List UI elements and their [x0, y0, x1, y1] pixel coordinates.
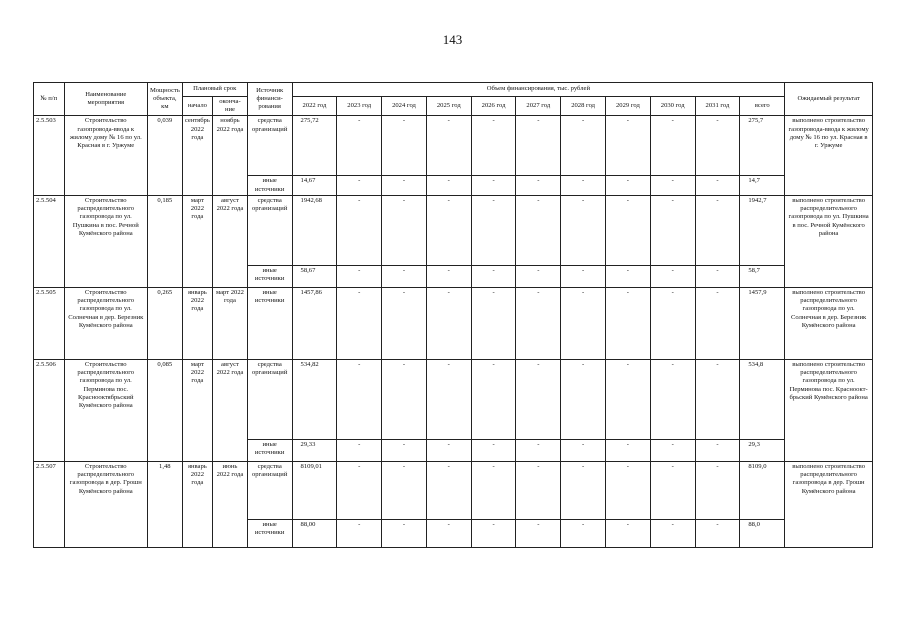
value-dash: -: [650, 519, 695, 547]
value-dash: -: [426, 519, 471, 547]
value-dash: -: [695, 265, 740, 287]
value-dash: -: [561, 116, 606, 176]
value-dash: -: [606, 439, 651, 461]
value-dash: -: [650, 359, 695, 439]
table-header: [34, 83, 873, 116]
header-name: Наименование мероприятия: [64, 83, 147, 116]
value-dash: -: [382, 359, 427, 439]
value-dash: -: [695, 195, 740, 265]
value-dash: -: [426, 461, 471, 519]
value-dash: -: [382, 461, 427, 519]
value-dash: -: [471, 176, 516, 195]
value-dash: -: [426, 265, 471, 287]
value-dash: -: [337, 287, 382, 359]
row-result: выполнено строительство распределительного газопровода в дер. Грошн Кумёнского района: [785, 461, 873, 547]
row-end: август 2022 года: [213, 359, 248, 461]
row-source: средства организаций: [247, 461, 292, 519]
table-row: [34, 461, 873, 519]
value-dash: -: [426, 176, 471, 195]
row-capacity: 1,48: [148, 461, 183, 547]
value-dash: -: [471, 461, 516, 519]
value-dash: -: [426, 195, 471, 265]
header-year: 2031 год: [695, 97, 740, 116]
value-dash: -: [650, 116, 695, 176]
header-year: 2023 год: [337, 97, 382, 116]
header-year: 2024 год: [382, 97, 427, 116]
header-term: Плановый срок: [182, 83, 247, 97]
header-source: Источник финанси-рования: [247, 83, 292, 116]
value-dash: -: [471, 195, 516, 265]
value-dash: -: [382, 265, 427, 287]
row-start: март 2022 года: [182, 359, 213, 461]
row-name: Строительство распределительного газопровода по ул. Солнечная в дер. Березник Кумёнского района: [64, 287, 147, 359]
value-dash: -: [337, 116, 382, 176]
row-capacity: 0,085: [148, 359, 183, 461]
value-dash: -: [695, 287, 740, 359]
table-row: [34, 116, 873, 176]
value-dash: -: [426, 439, 471, 461]
row-capacity: 0,265: [148, 287, 183, 359]
value-dash: -: [516, 195, 561, 265]
value-dash: -: [650, 176, 695, 195]
value-dash: -: [382, 287, 427, 359]
value-dash: -: [337, 176, 382, 195]
row-source: иные источники: [247, 287, 292, 359]
header-year: 2025 год: [426, 97, 471, 116]
header-year: 2030 год: [650, 97, 695, 116]
value-dash: -: [337, 461, 382, 519]
value-dash: -: [695, 519, 740, 547]
value-dash: -: [426, 287, 471, 359]
row-number: 2.5.503: [34, 116, 65, 195]
table-row: [34, 359, 873, 439]
row-name: Строительство распределительного газопровода по ул. Перминова пос. Краснооктябрьский Кумёнского района: [64, 359, 147, 461]
value-dash: -: [561, 195, 606, 265]
value-2022: 8109,01: [292, 461, 337, 519]
value-dash: -: [426, 359, 471, 439]
value-dash: -: [337, 265, 382, 287]
header-total: всего: [740, 97, 785, 116]
value-total: 534,8: [740, 359, 785, 439]
value-dash: -: [337, 519, 382, 547]
row-number: 2.5.504: [34, 195, 65, 287]
header-year: 2026 год: [471, 97, 516, 116]
header-term-end: оконча-ние: [213, 97, 248, 116]
value-dash: -: [337, 439, 382, 461]
row-name: Строительство распределительного газопровода в дер. Грошн Кумёнского района: [64, 461, 147, 547]
value-dash: -: [516, 265, 561, 287]
value-dash: -: [606, 359, 651, 439]
value-dash: -: [382, 519, 427, 547]
row-capacity: 0,039: [148, 116, 183, 195]
value-dash: -: [516, 359, 561, 439]
value-dash: -: [650, 439, 695, 461]
table-row: [34, 195, 873, 265]
value-dash: -: [471, 439, 516, 461]
header-capacity: Мощность объекта, км: [148, 83, 183, 116]
value-dash: -: [561, 359, 606, 439]
value-2022: 1457,86: [292, 287, 337, 359]
page-number: 143: [442, 32, 463, 47]
value-total: 88,0: [740, 519, 785, 547]
value-dash: -: [382, 176, 427, 195]
value-total: 275,7: [740, 116, 785, 176]
row-end: август 2022 года: [213, 195, 248, 287]
row-end: март 2022 года: [213, 287, 248, 359]
header-year: 2029 год: [606, 97, 651, 116]
value-dash: -: [471, 116, 516, 176]
value-2022: 14,67: [292, 176, 337, 195]
value-dash: -: [471, 287, 516, 359]
value-2022: 88,00: [292, 519, 337, 547]
value-dash: -: [561, 176, 606, 195]
row-number: 2.5.505: [34, 287, 65, 359]
row-result: выполнено строительство распределительного газопровода по ул. Солнечная в дер. Березник Кумёнского района: [785, 287, 873, 359]
value-dash: -: [471, 265, 516, 287]
value-dash: -: [561, 287, 606, 359]
row-source: иные источники: [247, 265, 292, 287]
header-result: Ожидаемый результат: [785, 83, 873, 116]
row-name: Строительство газопровода-ввода к жилому дому № 16 по ул. Красная в г. Уржуме: [64, 116, 147, 195]
value-dash: -: [516, 439, 561, 461]
row-source: средства организаций: [247, 116, 292, 176]
value-dash: -: [695, 359, 740, 439]
value-dash: -: [606, 176, 651, 195]
row-result: выполнено строительство распределительного газопровода по ул. Перминова пос. Красноокт-брьский Кумёнского района: [785, 359, 873, 461]
header-num: № п/п: [34, 83, 65, 116]
value-2022: 275,72: [292, 116, 337, 176]
value-dash: -: [382, 195, 427, 265]
value-dash: -: [606, 519, 651, 547]
row-source: средства организаций: [247, 359, 292, 439]
header-year: 2028 год: [561, 97, 606, 116]
value-dash: -: [695, 116, 740, 176]
value-dash: -: [516, 461, 561, 519]
value-dash: -: [426, 116, 471, 176]
row-start: март 2022 года: [182, 195, 213, 287]
value-dash: -: [471, 359, 516, 439]
value-dash: -: [516, 519, 561, 547]
value-total: 1457,9: [740, 287, 785, 359]
value-total: 8109,0: [740, 461, 785, 519]
value-dash: -: [606, 116, 651, 176]
header-year: 2027 год: [516, 97, 561, 116]
value-dash: -: [561, 439, 606, 461]
value-dash: -: [561, 519, 606, 547]
value-dash: -: [516, 176, 561, 195]
value-dash: -: [516, 116, 561, 176]
row-name: Строительство распределительного газопровода по ул. Пушкина в пос. Речной Кумёнского района: [64, 195, 147, 287]
value-dash: -: [650, 265, 695, 287]
row-end: июнь 2022 года: [213, 461, 248, 547]
row-start: январь 2022 года: [182, 287, 213, 359]
value-dash: -: [650, 461, 695, 519]
header-term-start: начало: [182, 97, 213, 116]
value-2022: 534,82: [292, 359, 337, 439]
value-2022: 29,33: [292, 439, 337, 461]
value-dash: -: [650, 195, 695, 265]
row-result: выполнено строительство газопровода-ввода к жилому дому № 16 по ул. Красная в г. Уржуме: [785, 116, 873, 195]
row-source: иные источники: [247, 519, 292, 547]
row-number: 2.5.507: [34, 461, 65, 547]
value-dash: -: [650, 287, 695, 359]
value-dash: -: [606, 461, 651, 519]
value-total: 14,7: [740, 176, 785, 195]
value-dash: -: [561, 265, 606, 287]
value-2022: 1942,68: [292, 195, 337, 265]
value-total: 58,7: [740, 265, 785, 287]
value-total: 1942,7: [740, 195, 785, 265]
value-total: 29,3: [740, 439, 785, 461]
value-dash: -: [516, 287, 561, 359]
value-dash: -: [337, 359, 382, 439]
value-dash: -: [606, 287, 651, 359]
value-dash: -: [382, 116, 427, 176]
row-result: выполнено строительство распределительного газопровода по ул. Пушкина в пос. Речной Кумёнского района: [785, 195, 873, 287]
value-dash: -: [695, 176, 740, 195]
table-body: [34, 116, 873, 547]
value-dash: -: [695, 439, 740, 461]
row-source: иные источники: [247, 176, 292, 195]
row-source: иные источники: [247, 439, 292, 461]
header-year: 2022 год: [292, 97, 337, 116]
header-finance: Объем финансирования, тыс. рублей: [292, 83, 785, 97]
value-dash: -: [471, 519, 516, 547]
row-start: сентябрь 2022 года: [182, 116, 213, 195]
value-dash: -: [561, 461, 606, 519]
value-dash: -: [606, 195, 651, 265]
row-end: ноябрь 2022 года: [213, 116, 248, 195]
row-capacity: 0,185: [148, 195, 183, 287]
row-number: 2.5.506: [34, 359, 65, 461]
row-start: январь 2022 года: [182, 461, 213, 547]
row-source: средства организаций: [247, 195, 292, 265]
value-dash: -: [606, 265, 651, 287]
table-row: [34, 287, 873, 359]
value-2022: 58,67: [292, 265, 337, 287]
financing-table: [33, 82, 873, 548]
value-dash: -: [695, 461, 740, 519]
value-dash: -: [382, 439, 427, 461]
value-dash: -: [337, 195, 382, 265]
